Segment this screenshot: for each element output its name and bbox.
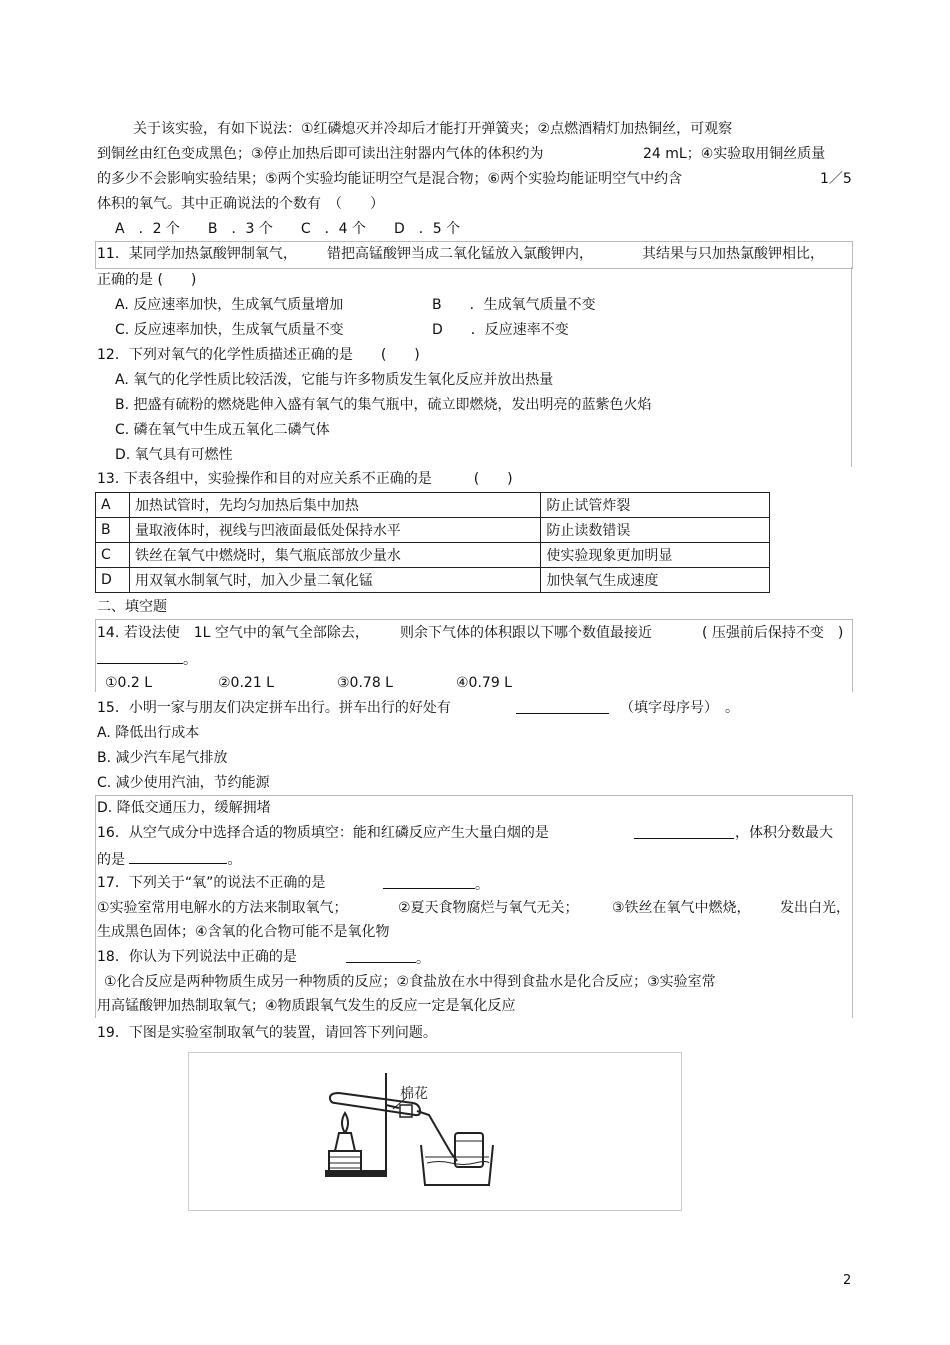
q15-stem-a: 15．小明一家与朋友们决定拼车出行。拼车出行的好处有	[97, 700, 451, 716]
figure-label-cotton: 棉花	[400, 1086, 428, 1102]
q10-line2b: 24 mL；④实验取用铜丝质量	[643, 146, 826, 162]
row-label: C	[96, 543, 130, 568]
q17-line2b: ②夏天食物腐烂与氧气无关；	[398, 900, 579, 916]
q11-line1a: 11．某同学加热氯酸钾制氧气，	[97, 246, 297, 262]
table-row	[96, 518, 770, 543]
answer-blank[interactable]	[634, 823, 734, 839]
answer-blank[interactable]	[97, 648, 183, 664]
q14-line2-end: 。	[183, 652, 197, 668]
q12-option-b: B. 把盛有硫粉的燃烧匙伸入盛有氧气的集气瓶中，硫立即燃烧，发出明亮的蓝紫色火焰	[115, 397, 652, 413]
q15-option-d: D. 降低交通压力，缓解拥堵	[97, 800, 271, 816]
q14-line1a: 14. 若设法使 1L 空气中的氧气全部除去，	[97, 625, 369, 641]
q14-option-2: ②0.21 L	[218, 675, 274, 691]
q17-blank-line	[383, 873, 489, 895]
table-row	[96, 493, 770, 518]
q14-line2	[97, 648, 197, 670]
q18-line2: ①化合反应是两种物质生成另一种物质的反应；②食盐放在水中得到食盐水是化合反应；③实验室常	[104, 974, 716, 990]
answer-blank[interactable]	[383, 873, 475, 889]
answer-blank[interactable]	[516, 698, 609, 714]
q17-line2d: 发出白光，	[780, 900, 850, 916]
q12-option-c: C. 磷在氧气中生成五氧化二磷气体	[115, 422, 330, 438]
row-purpose: 加快氧气生成速度	[541, 568, 770, 593]
q16-line1a: 16．从空气成分中选择合适的物质填空：能和红磷反应产生大量白烟的是	[97, 825, 549, 841]
q11-line2: 正确的是 ( )	[97, 272, 197, 288]
row-operation: 用双氧水制氧气时，加入少量二氧化锰	[129, 568, 540, 593]
q18-blank-line	[346, 947, 430, 969]
page-number: 2	[843, 1273, 852, 1288]
table-row	[96, 543, 770, 568]
q16-line2a: 的是	[97, 852, 125, 868]
q10-line1: 关于该实验，有如下说法：①红磷熄灭并冷却后才能打开弹簧夹；②点燃酒精灯加热铜丝，可观察	[133, 121, 733, 137]
q14-option-4: ④0.79 L	[456, 675, 512, 691]
q14-option-1: ①0.2 L	[105, 675, 153, 691]
q17-line3: 生成黑色固体；④含氧的化合物可能不是氧化物	[97, 924, 390, 940]
q15-blank-line	[516, 698, 609, 720]
q11-line1b: 错把高锰酸钾当成二氧化锰放入氯酸钾内，	[327, 246, 593, 262]
q11-q12-right-rule	[851, 267, 852, 467]
q16-line2b: 。	[227, 852, 242, 868]
row-purpose: 防止试管炸裂	[541, 493, 770, 518]
q18-stem-a: 18．你认为下列说法中正确的是	[97, 949, 297, 965]
q17-line2c: ③铁丝在氧气中燃烧，	[612, 900, 751, 916]
row-label: B	[96, 518, 130, 543]
q10-line2a: 到铜丝由红色变成黑色；③停止加热后即可读出注射器内气体的体积约为	[97, 146, 544, 162]
oxygen-apparatus-figure	[188, 1052, 682, 1211]
q10-line4: 体积的氧气。其中正确说法的个数有 （ ）	[97, 196, 384, 212]
q14-line1b: 则余下气体的体积跟以下哪个数值最接近	[400, 625, 652, 641]
q14-option-3: ③0.78 L	[337, 675, 393, 691]
q16-line2	[97, 848, 241, 870]
answer-blank[interactable]	[346, 947, 416, 963]
q17-stem-b: 。	[475, 877, 489, 893]
row-operation: 加热试管时，先均匀加热后集中加热	[129, 493, 540, 518]
q17-line2a: ①实验室常用电解水的方法来制取氧气；	[97, 900, 348, 916]
row-purpose: 使实验现象更加明显	[541, 543, 770, 568]
q15-option-b: B. 减少汽车尾气排放	[97, 750, 228, 766]
q15-option-c: C. 减少使用汽油，节约能源	[97, 775, 270, 791]
q17-stem-a: 17．下列关于“氧”的说法不正确的是	[97, 875, 326, 891]
row-operation: 量取液体时，视线与凹液面最低处保持水平	[129, 518, 540, 543]
q13-stem: 13. 下表各组中，实验操作和目的对应关系不正确的是 ( )	[97, 471, 513, 487]
q12-option-d: D. 氧气具有可燃性	[115, 447, 233, 463]
q14-line1c: ( 压强前后保持不变 )	[702, 625, 844, 641]
q12-stem: 12．下列对氧气的化学性质描述正确的是 ( )	[97, 347, 420, 363]
q10-line3b: 1／5	[820, 171, 852, 187]
q18-line3: 用高锰酸钾加热制取氧气；④物质跟氧气发生的反应一定是氧化反应	[97, 998, 516, 1014]
q11-option-d: D ．反应速率不变	[432, 322, 569, 338]
q16-line1b: ，体积分数最大	[735, 825, 833, 841]
answer-blank[interactable]	[129, 848, 227, 864]
row-label: A	[96, 493, 130, 518]
q19-stem: 19．下图是实验室制取氧气的装置，请回答下列问题。	[97, 1025, 437, 1041]
q11-option-a: A. 反应速率加快，生成氧气质量增加	[115, 297, 344, 313]
q12-option-a: A. 氧气的化学性质比较活泼，它能与许多物质发生氧化反应并放出热量	[115, 372, 554, 388]
row-label: D	[96, 568, 130, 593]
q15-stem-b: （填字母序号） 。	[620, 700, 739, 716]
q13-table	[95, 492, 770, 593]
q18-stem-b: 。	[416, 951, 430, 967]
apparatus-drawing	[189, 1053, 681, 1210]
table-row	[96, 568, 770, 593]
row-purpose: 防止读数错误	[541, 518, 770, 543]
q11-line1c: 其结果与只加热氯酸钾相比，	[642, 246, 824, 262]
q15-option-a: A. 降低出行成本	[97, 725, 200, 741]
q10-options: A ．2 个 B ．3 个 C ．4 个 D ．5 个	[115, 221, 461, 237]
q11-option-c: C. 反应速率加快，生成氧气质量不变	[115, 322, 344, 338]
row-operation: 铁丝在氧气中燃烧时，集气瓶底部放少量水	[129, 543, 540, 568]
q16-blank-1-line	[634, 823, 734, 845]
section-heading: 二、填空题	[97, 599, 167, 615]
q10-line3a: 的多少不会影响实验结果；⑤两个实验均能证明空气是混合物；⑥两个实验均能证明空气中约含	[97, 171, 683, 187]
q11-option-b: B ．生成氧气质量不变	[432, 297, 596, 313]
